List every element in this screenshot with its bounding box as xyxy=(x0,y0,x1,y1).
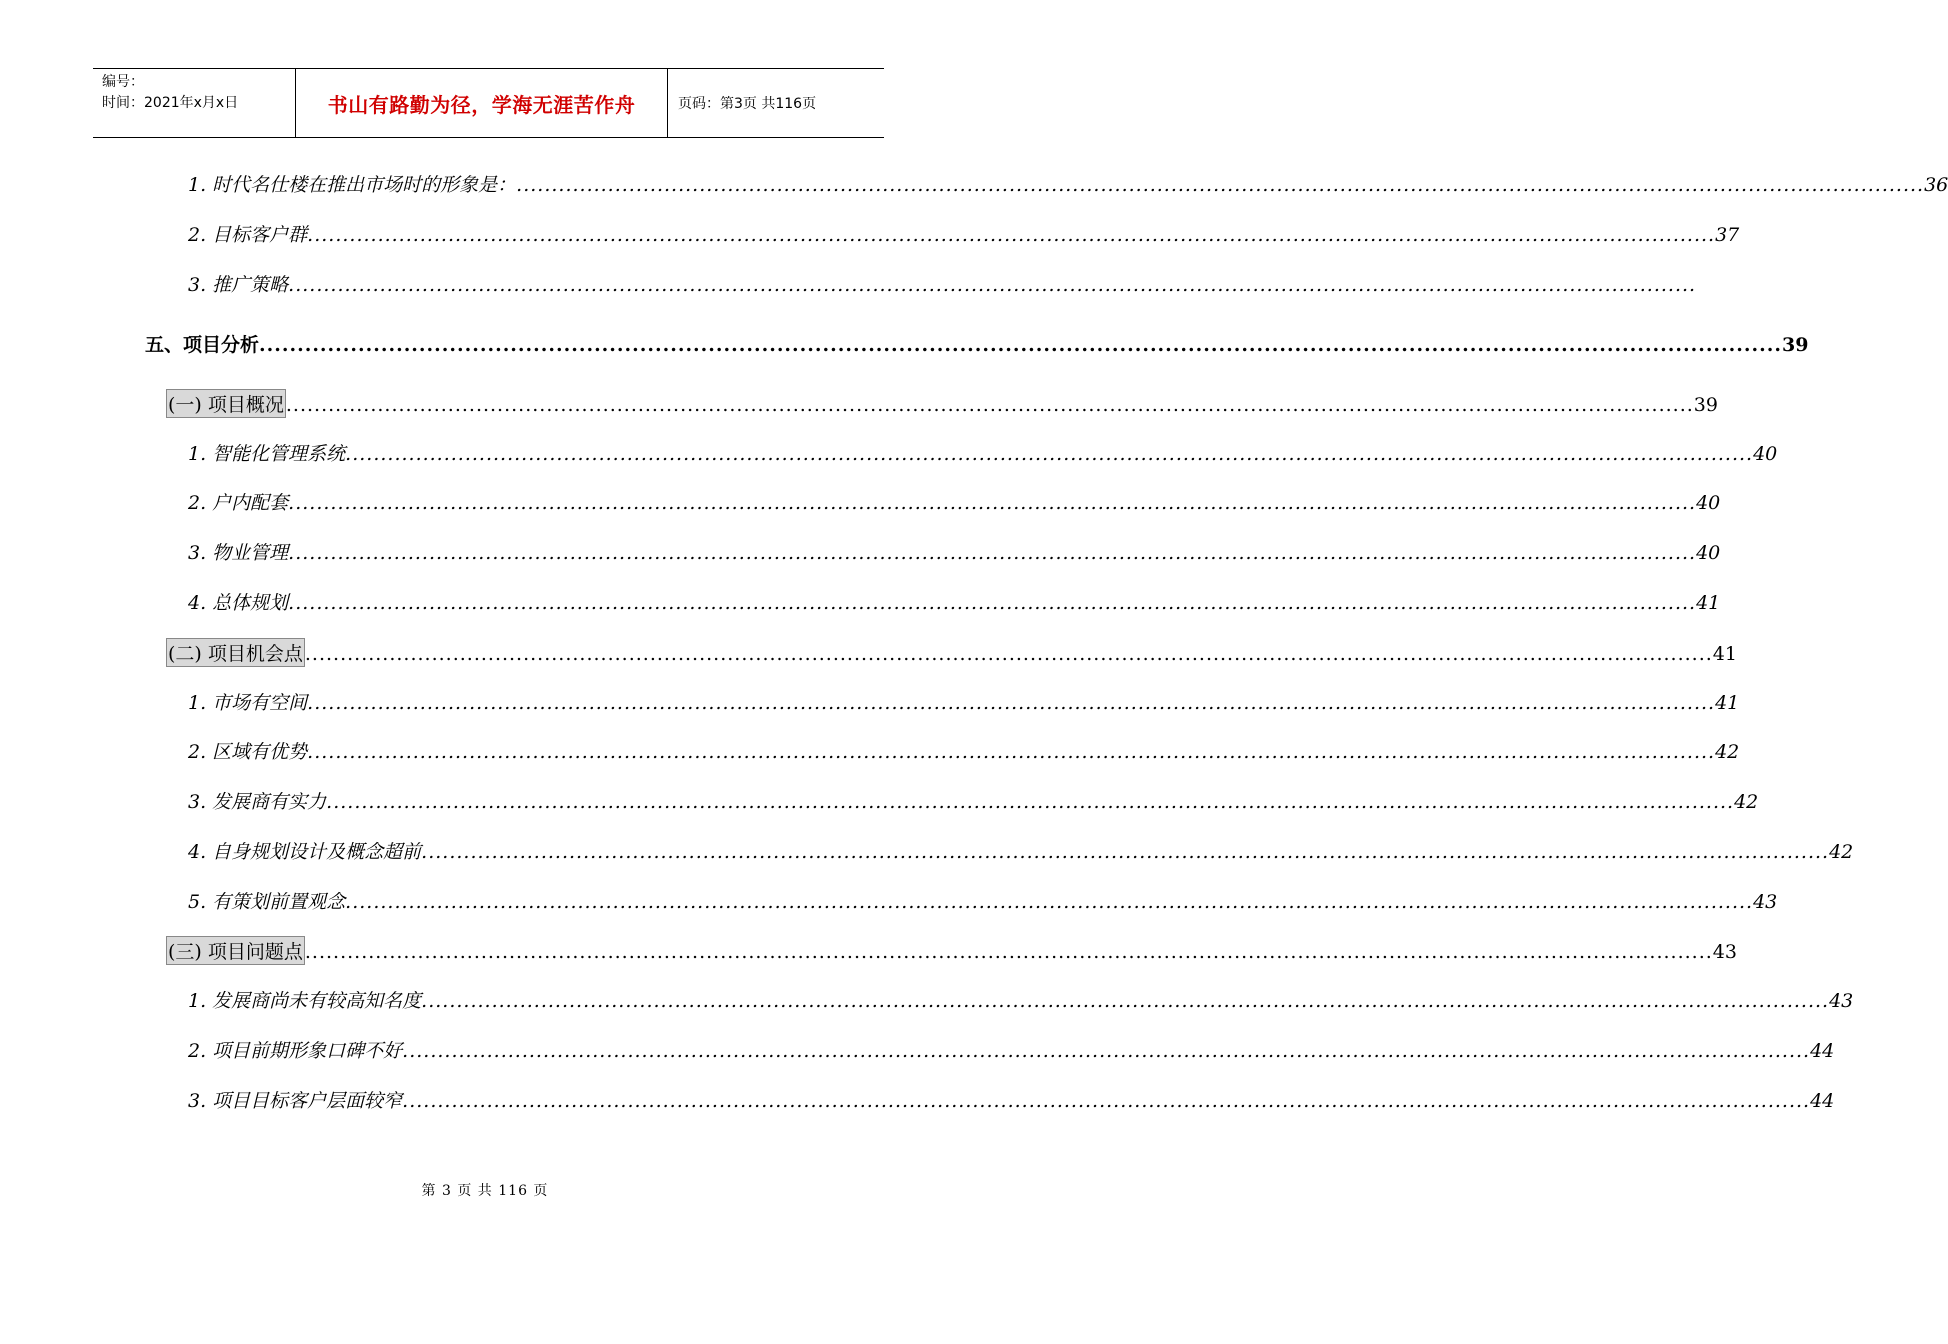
date-label: 时间：2021年x月x日 xyxy=(102,95,239,111)
toc-label: 3. 项目目标客户层面较窄 xyxy=(188,1090,403,1112)
toc-page-number: 37 xyxy=(1715,224,1740,246)
toc-entry[interactable] xyxy=(188,837,1854,867)
toc-leader: ........................................................................................................................................................................................................ xyxy=(307,692,1716,714)
header-motto: 书山有路勤为径，学海无涯苦作舟 xyxy=(327,92,636,117)
toc-leader: ........................................................................................................................................................................................................ xyxy=(288,542,1697,564)
toc-label: 4. 自身规划设计及概念超前 xyxy=(188,841,422,863)
toc-leader: ........................................................................................................................................................................................................ xyxy=(288,274,1697,296)
toc-leader: ........................................................................................................................................................................................................ xyxy=(259,334,1782,356)
toc-label: 2. 户内配套 xyxy=(188,492,289,514)
toc-leader: ........................................................................................................................................................................................................ xyxy=(288,492,1697,514)
toc-page-number: 44 xyxy=(1810,1040,1835,1062)
toc-entry[interactable] xyxy=(188,220,1740,250)
toc-label: 1. 智能化管理系统 xyxy=(188,443,346,465)
toc-page-number: 43 xyxy=(1712,941,1737,963)
toc-leader: ........................................................................................................................................................................................................ xyxy=(421,841,1830,863)
toc-leader: ........................................................................................................................................................................................................ xyxy=(307,224,1716,246)
toc-leader: ........................................................................................................................................................................................................ xyxy=(288,592,1697,614)
toc-entry[interactable] xyxy=(188,270,1697,300)
toc-page-number: 42 xyxy=(1734,791,1759,813)
toc-label: 1. 市场有空间 xyxy=(188,692,308,714)
toc-label: 1. 时代名仕楼在推出市场时的形象是： xyxy=(188,174,517,196)
toc-page-number: 40 xyxy=(1753,443,1778,465)
toc-leader: ........................................................................................................................................................................................................ xyxy=(345,443,1754,465)
toc-leader: ........................................................................................................................................................................................................ xyxy=(402,1090,1811,1112)
toc-entry[interactable] xyxy=(188,737,1740,767)
toc-label: 3. 物业管理 xyxy=(188,542,289,564)
toc-page-number: 36 xyxy=(1924,174,1948,196)
toc-entry[interactable] xyxy=(188,538,1721,568)
toc-label: 2. 区域有优势 xyxy=(188,741,308,763)
toc-page-number: 41 xyxy=(1715,692,1740,714)
toc-entry[interactable] xyxy=(188,588,1721,618)
toc-entry[interactable] xyxy=(188,787,1759,817)
toc-page-number: 41 xyxy=(1712,643,1737,665)
toc-entry[interactable] xyxy=(188,1036,1835,1066)
toc-entry[interactable] xyxy=(188,170,1948,200)
header-meta xyxy=(93,69,295,137)
toc-label: 3. 推广策略 xyxy=(188,274,289,296)
header-page-info: 页码：第3页 共116页 xyxy=(678,96,817,112)
toc-leader: ........................................................................................................................................................................................................ xyxy=(402,1040,1811,1062)
toc-leader: ........................................................................................................................................................................................................ xyxy=(516,174,1925,196)
toc-section[interactable] xyxy=(166,389,1718,419)
toc-page-number: 44 xyxy=(1810,1090,1835,1112)
toc-label: (二) 项目机会点 xyxy=(166,638,305,667)
toc-entry[interactable] xyxy=(188,887,1778,917)
toc-page-number: 43 xyxy=(1829,990,1854,1012)
toc-page-number: 39 xyxy=(1781,334,1809,356)
toc-page-number: 41 xyxy=(1696,592,1721,614)
toc-chapter[interactable] xyxy=(145,330,1809,360)
toc-label: 3. 发展商有实力 xyxy=(188,791,327,813)
toc-section[interactable] xyxy=(166,936,1737,966)
toc-label: 5. 有策划前置观念 xyxy=(188,891,346,913)
toc-leader: ........................................................................................................................................................................................................ xyxy=(307,741,1716,763)
code-label: 编号： xyxy=(102,74,144,90)
toc-page-number: 43 xyxy=(1753,891,1778,913)
toc-section[interactable] xyxy=(166,638,1737,668)
toc-leader: ........................................................................................................................................................................................................ xyxy=(326,791,1735,813)
toc-entry[interactable] xyxy=(188,1086,1835,1116)
toc-entry[interactable] xyxy=(188,986,1854,1016)
toc-page-number: 42 xyxy=(1715,741,1740,763)
toc-page-number: 40 xyxy=(1696,492,1721,514)
toc-leader: ........................................................................................................................................................................................................ xyxy=(285,394,1694,416)
page-footer: 第 3 页 共 116 页 xyxy=(421,1183,549,1199)
toc-leader: ........................................................................................................................................................................................................ xyxy=(421,990,1830,1012)
header-page-info-cell xyxy=(668,69,884,137)
toc-label: 1. 发展商尚未有较高知名度 xyxy=(188,990,422,1012)
document-header xyxy=(93,68,884,138)
toc-leader: ........................................................................................................................................................................................................ xyxy=(304,941,1713,963)
toc-entry[interactable] xyxy=(188,688,1740,718)
toc-label: 2. 项目前期形象口碑不好 xyxy=(188,1040,403,1062)
toc-leader: ........................................................................................................................................................................................................ xyxy=(345,891,1754,913)
toc-page-number: 42 xyxy=(1829,841,1854,863)
toc-page-number: 39 xyxy=(1693,394,1718,416)
toc-label: 4. 总体规划 xyxy=(188,592,289,614)
toc-entry[interactable] xyxy=(188,488,1721,518)
toc-leader: ........................................................................................................................................................................................................ xyxy=(304,643,1713,665)
header-motto-cell xyxy=(295,69,668,137)
toc-label: 2. 目标客户群 xyxy=(188,224,308,246)
toc-page-number: 40 xyxy=(1696,542,1721,564)
toc-entry[interactable] xyxy=(188,439,1778,469)
toc-label: (三) 项目问题点 xyxy=(166,936,305,965)
toc-label: 五、项目分析 xyxy=(145,334,260,356)
toc-label: (一) 项目概况 xyxy=(166,389,286,418)
